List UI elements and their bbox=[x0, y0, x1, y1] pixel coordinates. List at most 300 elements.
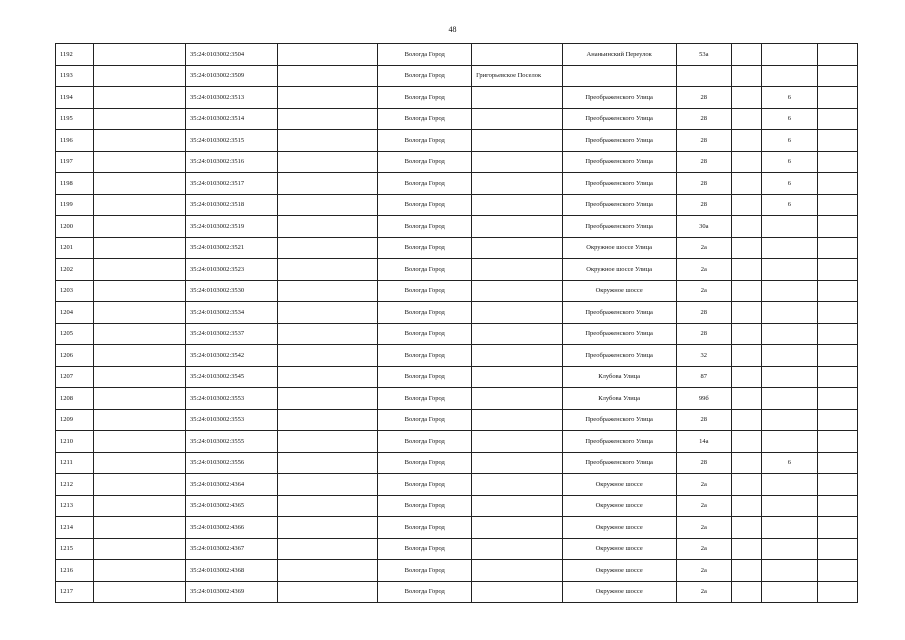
house-cell: 87 bbox=[676, 366, 731, 388]
empty-cell bbox=[731, 538, 761, 560]
empty-cell bbox=[731, 581, 761, 603]
row-number: 1194 bbox=[56, 87, 94, 109]
empty-cell bbox=[277, 130, 378, 152]
cadastral-number: 35:24:0103002:3523 bbox=[185, 259, 277, 281]
empty-cell bbox=[277, 560, 378, 582]
empty-cell bbox=[817, 560, 857, 582]
empty-cell bbox=[817, 194, 857, 216]
row-number: 1215 bbox=[56, 538, 94, 560]
table-row bbox=[56, 130, 858, 152]
cadastral-number: 35:24:0103002:3556 bbox=[185, 452, 277, 474]
flat-cell bbox=[762, 581, 817, 603]
cadastral-number: 35:24:0103002:3553 bbox=[185, 388, 277, 410]
row-number: 1193 bbox=[56, 65, 94, 87]
city-cell: Вологда Город bbox=[378, 388, 472, 410]
row-number: 1199 bbox=[56, 194, 94, 216]
empty-cell bbox=[94, 345, 186, 367]
empty-cell bbox=[94, 280, 186, 302]
settlement-cell bbox=[472, 409, 563, 431]
table-row bbox=[56, 323, 858, 345]
house-cell bbox=[676, 65, 731, 87]
empty-cell bbox=[94, 581, 186, 603]
house-cell: 2а bbox=[676, 517, 731, 539]
house-cell: 2а bbox=[676, 474, 731, 496]
row-number: 1192 bbox=[56, 44, 94, 66]
flat-cell bbox=[762, 538, 817, 560]
flat-cell bbox=[762, 280, 817, 302]
page-number: 48 bbox=[448, 25, 457, 34]
registry-table bbox=[55, 43, 858, 603]
city-cell: Вологда Город bbox=[378, 560, 472, 582]
empty-cell bbox=[94, 151, 186, 173]
street-cell: Окружное шоссе bbox=[562, 581, 676, 603]
cadastral-number: 35:24:0103002:4364 bbox=[185, 474, 277, 496]
empty-cell bbox=[817, 345, 857, 367]
empty-cell bbox=[817, 517, 857, 539]
empty-cell bbox=[731, 517, 761, 539]
house-cell: 28 bbox=[676, 302, 731, 324]
city-cell: Вологда Город bbox=[378, 259, 472, 281]
city-cell: Вологда Город bbox=[378, 409, 472, 431]
empty-cell bbox=[277, 259, 378, 281]
empty-cell bbox=[277, 452, 378, 474]
settlement-cell bbox=[472, 388, 563, 410]
empty-cell bbox=[277, 237, 378, 259]
table-row bbox=[56, 44, 858, 66]
street-cell: Клубова Улица bbox=[562, 388, 676, 410]
cadastral-number: 35:24:0103002:4369 bbox=[185, 581, 277, 603]
street-cell: Окружное шоссе bbox=[562, 280, 676, 302]
empty-cell bbox=[731, 323, 761, 345]
settlement-cell bbox=[472, 44, 563, 66]
house-cell: 2а bbox=[676, 495, 731, 517]
street-cell bbox=[562, 65, 676, 87]
empty-cell bbox=[817, 130, 857, 152]
city-cell: Вологда Город bbox=[378, 151, 472, 173]
street-cell: Преображенского Улица bbox=[562, 151, 676, 173]
street-cell: Ананьинский Переулок bbox=[562, 44, 676, 66]
flat-cell bbox=[762, 259, 817, 281]
city-cell: Вологда Город bbox=[378, 87, 472, 109]
row-number: 1201 bbox=[56, 237, 94, 259]
flat-cell bbox=[762, 237, 817, 259]
street-cell: Преображенского Улица bbox=[562, 409, 676, 431]
empty-cell bbox=[817, 495, 857, 517]
table-row bbox=[56, 151, 858, 173]
settlement-cell bbox=[472, 302, 563, 324]
street-cell: Преображенского Улица bbox=[562, 108, 676, 130]
house-cell: 32 bbox=[676, 345, 731, 367]
flat-cell bbox=[762, 560, 817, 582]
house-cell: 2а bbox=[676, 280, 731, 302]
registry-rows bbox=[56, 44, 858, 603]
empty-cell bbox=[731, 130, 761, 152]
empty-cell bbox=[94, 44, 186, 66]
street-cell: Преображенского Улица bbox=[562, 216, 676, 238]
cadastral-number: 35:24:0103002:3509 bbox=[185, 65, 277, 87]
house-cell: 28 bbox=[676, 108, 731, 130]
city-cell: Вологда Город bbox=[378, 517, 472, 539]
flat-cell bbox=[762, 388, 817, 410]
street-cell: Окружное шоссе bbox=[562, 560, 676, 582]
house-cell: 28 bbox=[676, 194, 731, 216]
city-cell: Вологда Город bbox=[378, 452, 472, 474]
empty-cell bbox=[277, 87, 378, 109]
table-row bbox=[56, 495, 858, 517]
row-number: 1213 bbox=[56, 495, 94, 517]
empty-cell bbox=[731, 495, 761, 517]
empty-cell bbox=[817, 431, 857, 453]
city-cell: Вологда Город bbox=[378, 495, 472, 517]
empty-cell bbox=[817, 581, 857, 603]
street-cell: Преображенского Улица bbox=[562, 130, 676, 152]
flat-cell bbox=[762, 44, 817, 66]
cadastral-number: 35:24:0103002:3555 bbox=[185, 431, 277, 453]
flat-cell bbox=[762, 65, 817, 87]
cadastral-number: 35:24:0103002:3516 bbox=[185, 151, 277, 173]
empty-cell bbox=[277, 151, 378, 173]
city-cell: Вологда Город bbox=[378, 345, 472, 367]
city-cell: Вологда Город bbox=[378, 44, 472, 66]
row-number: 1210 bbox=[56, 431, 94, 453]
empty-cell bbox=[277, 538, 378, 560]
empty-cell bbox=[817, 87, 857, 109]
table-row bbox=[56, 108, 858, 130]
street-cell: Окружное шоссе Улица bbox=[562, 259, 676, 281]
cadastral-number: 35:24:0103002:3513 bbox=[185, 87, 277, 109]
settlement-cell bbox=[472, 345, 563, 367]
row-number: 1200 bbox=[56, 216, 94, 238]
settlement-cell bbox=[472, 474, 563, 496]
street-cell: Преображенского Улица bbox=[562, 173, 676, 195]
street-cell: Окружное шоссе bbox=[562, 495, 676, 517]
house-cell: 2а bbox=[676, 581, 731, 603]
house-cell: 28 bbox=[676, 452, 731, 474]
settlement-cell bbox=[472, 517, 563, 539]
empty-cell bbox=[817, 302, 857, 324]
settlement-cell bbox=[472, 538, 563, 560]
table-row bbox=[56, 560, 858, 582]
table-row bbox=[56, 409, 858, 431]
row-number: 1196 bbox=[56, 130, 94, 152]
empty-cell bbox=[817, 44, 857, 66]
empty-cell bbox=[94, 409, 186, 431]
row-number: 1206 bbox=[56, 345, 94, 367]
settlement-cell bbox=[472, 108, 563, 130]
settlement-cell bbox=[472, 280, 563, 302]
cadastral-number: 35:24:0103002:3517 bbox=[185, 173, 277, 195]
empty-cell bbox=[94, 108, 186, 130]
empty-cell bbox=[94, 130, 186, 152]
cadastral-number: 35:24:0103002:3545 bbox=[185, 366, 277, 388]
street-cell: Преображенского Улица bbox=[562, 87, 676, 109]
table-row bbox=[56, 452, 858, 474]
empty-cell bbox=[817, 173, 857, 195]
street-cell: Преображенского Улица bbox=[562, 194, 676, 216]
empty-cell bbox=[817, 409, 857, 431]
empty-cell bbox=[277, 216, 378, 238]
cadastral-number: 35:24:0103002:3515 bbox=[185, 130, 277, 152]
house-cell: 2а bbox=[676, 538, 731, 560]
city-cell: Вологда Город bbox=[378, 173, 472, 195]
row-number: 1211 bbox=[56, 452, 94, 474]
empty-cell bbox=[94, 452, 186, 474]
empty-cell bbox=[731, 560, 761, 582]
empty-cell bbox=[277, 474, 378, 496]
settlement-cell bbox=[472, 130, 563, 152]
empty-cell bbox=[731, 237, 761, 259]
empty-cell bbox=[277, 280, 378, 302]
cadastral-number: 35:24:0103002:3534 bbox=[185, 302, 277, 324]
settlement-cell bbox=[472, 259, 563, 281]
empty-cell bbox=[94, 194, 186, 216]
cadastral-number: 35:24:0103002:4365 bbox=[185, 495, 277, 517]
cadastral-number: 35:24:0103002:3521 bbox=[185, 237, 277, 259]
empty-cell bbox=[817, 388, 857, 410]
empty-cell bbox=[731, 65, 761, 87]
city-cell: Вологда Город bbox=[378, 431, 472, 453]
empty-cell bbox=[817, 538, 857, 560]
empty-cell bbox=[817, 259, 857, 281]
empty-cell bbox=[94, 388, 186, 410]
empty-cell bbox=[817, 452, 857, 474]
house-cell: 53а bbox=[676, 44, 731, 66]
table-row bbox=[56, 581, 858, 603]
flat-cell bbox=[762, 517, 817, 539]
settlement-cell bbox=[472, 151, 563, 173]
city-cell: Вологда Город bbox=[378, 323, 472, 345]
street-cell: Преображенского Улица bbox=[562, 345, 676, 367]
empty-cell bbox=[277, 173, 378, 195]
settlement-cell bbox=[472, 173, 563, 195]
street-cell: Окружное шоссе bbox=[562, 474, 676, 496]
settlement-cell bbox=[472, 194, 563, 216]
street-cell: Преображенского Улица bbox=[562, 452, 676, 474]
city-cell: Вологда Город bbox=[378, 474, 472, 496]
city-cell: Вологда Город bbox=[378, 366, 472, 388]
table-row bbox=[56, 87, 858, 109]
table-row bbox=[56, 194, 858, 216]
empty-cell bbox=[731, 151, 761, 173]
flat-cell: 6 bbox=[762, 87, 817, 109]
house-cell: 28 bbox=[676, 151, 731, 173]
city-cell: Вологда Город bbox=[378, 538, 472, 560]
empty-cell bbox=[731, 345, 761, 367]
empty-cell bbox=[94, 65, 186, 87]
empty-cell bbox=[94, 495, 186, 517]
empty-cell bbox=[94, 560, 186, 582]
row-number: 1216 bbox=[56, 560, 94, 582]
table-row bbox=[56, 474, 858, 496]
table-row bbox=[56, 302, 858, 324]
empty-cell bbox=[277, 388, 378, 410]
empty-cell bbox=[731, 108, 761, 130]
city-cell: Вологда Город bbox=[378, 581, 472, 603]
empty-cell bbox=[817, 65, 857, 87]
city-cell: Вологда Город bbox=[378, 216, 472, 238]
house-cell: 28 bbox=[676, 323, 731, 345]
settlement-cell bbox=[472, 431, 563, 453]
row-number: 1205 bbox=[56, 323, 94, 345]
empty-cell bbox=[94, 259, 186, 281]
house-cell: 2а bbox=[676, 259, 731, 281]
row-number: 1195 bbox=[56, 108, 94, 130]
table-row bbox=[56, 431, 858, 453]
empty-cell bbox=[277, 409, 378, 431]
empty-cell bbox=[817, 474, 857, 496]
empty-cell bbox=[731, 259, 761, 281]
settlement-cell bbox=[472, 237, 563, 259]
table-row bbox=[56, 345, 858, 367]
empty-cell bbox=[731, 409, 761, 431]
row-number: 1204 bbox=[56, 302, 94, 324]
settlement-cell bbox=[472, 560, 563, 582]
empty-cell bbox=[277, 323, 378, 345]
city-cell: Вологда Город bbox=[378, 237, 472, 259]
cadastral-number: 35:24:0103002:4366 bbox=[185, 517, 277, 539]
house-cell: 28 bbox=[676, 173, 731, 195]
empty-cell bbox=[731, 173, 761, 195]
empty-cell bbox=[277, 581, 378, 603]
cadastral-number: 35:24:0103002:3518 bbox=[185, 194, 277, 216]
city-cell: Вологда Город bbox=[378, 194, 472, 216]
empty-cell bbox=[731, 216, 761, 238]
flat-cell bbox=[762, 495, 817, 517]
flat-cell bbox=[762, 302, 817, 324]
city-cell: Вологда Город bbox=[378, 130, 472, 152]
street-cell: Окружное шоссе bbox=[562, 538, 676, 560]
row-number: 1217 bbox=[56, 581, 94, 603]
row-number: 1203 bbox=[56, 280, 94, 302]
empty-cell bbox=[94, 323, 186, 345]
table-row bbox=[56, 538, 858, 560]
empty-cell bbox=[94, 216, 186, 238]
street-cell: Клубова Улица bbox=[562, 366, 676, 388]
house-cell: 14а bbox=[676, 431, 731, 453]
empty-cell bbox=[731, 452, 761, 474]
empty-cell bbox=[94, 538, 186, 560]
empty-cell bbox=[731, 87, 761, 109]
house-cell: 2а bbox=[676, 237, 731, 259]
settlement-cell: Григорьевское Поселок bbox=[472, 65, 563, 87]
flat-cell: 6 bbox=[762, 452, 817, 474]
empty-cell bbox=[731, 474, 761, 496]
flat-cell: 6 bbox=[762, 194, 817, 216]
street-cell: Окружное шоссе Улица bbox=[562, 237, 676, 259]
settlement-cell bbox=[472, 495, 563, 517]
empty-cell bbox=[817, 323, 857, 345]
empty-cell bbox=[94, 474, 186, 496]
empty-cell bbox=[277, 44, 378, 66]
flat-cell bbox=[762, 431, 817, 453]
empty-cell bbox=[731, 44, 761, 66]
table-row bbox=[56, 237, 858, 259]
empty-cell bbox=[731, 388, 761, 410]
empty-cell bbox=[277, 495, 378, 517]
cadastral-number: 35:24:0103002:3537 bbox=[185, 323, 277, 345]
empty-cell bbox=[94, 366, 186, 388]
street-cell: Преображенского Улица bbox=[562, 323, 676, 345]
empty-cell bbox=[94, 517, 186, 539]
row-number: 1197 bbox=[56, 151, 94, 173]
row-number: 1209 bbox=[56, 409, 94, 431]
flat-cell bbox=[762, 345, 817, 367]
street-cell: Преображенского Улица bbox=[562, 302, 676, 324]
house-cell: 30а bbox=[676, 216, 731, 238]
cadastral-number: 35:24:0103002:3553 bbox=[185, 409, 277, 431]
empty-cell bbox=[277, 65, 378, 87]
row-number: 1214 bbox=[56, 517, 94, 539]
cadastral-number: 35:24:0103002:3514 bbox=[185, 108, 277, 130]
empty-cell bbox=[277, 345, 378, 367]
street-cell: Окружное шоссе bbox=[562, 517, 676, 539]
empty-cell bbox=[817, 237, 857, 259]
cadastral-number: 35:24:0103002:3504 bbox=[185, 44, 277, 66]
row-number: 1202 bbox=[56, 259, 94, 281]
empty-cell bbox=[277, 302, 378, 324]
city-cell: Вологда Город bbox=[378, 108, 472, 130]
empty-cell bbox=[94, 87, 186, 109]
empty-cell bbox=[731, 431, 761, 453]
cadastral-number: 35:24:0103002:3530 bbox=[185, 280, 277, 302]
empty-cell bbox=[731, 302, 761, 324]
cadastral-number: 35:24:0103002:4367 bbox=[185, 538, 277, 560]
row-number: 1208 bbox=[56, 388, 94, 410]
flat-cell: 6 bbox=[762, 151, 817, 173]
settlement-cell bbox=[472, 216, 563, 238]
flat-cell bbox=[762, 216, 817, 238]
table-row bbox=[56, 65, 858, 87]
empty-cell bbox=[94, 302, 186, 324]
house-cell: 28 bbox=[676, 409, 731, 431]
house-cell: 28 bbox=[676, 130, 731, 152]
empty-cell bbox=[94, 431, 186, 453]
flat-cell bbox=[762, 323, 817, 345]
city-cell: Вологда Город bbox=[378, 302, 472, 324]
cadastral-number: 35:24:0103002:4368 bbox=[185, 560, 277, 582]
empty-cell bbox=[94, 173, 186, 195]
flat-cell bbox=[762, 474, 817, 496]
row-number: 1198 bbox=[56, 173, 94, 195]
flat-cell: 6 bbox=[762, 108, 817, 130]
house-cell: 2а bbox=[676, 560, 731, 582]
cadastral-number: 35:24:0103002:3519 bbox=[185, 216, 277, 238]
empty-cell bbox=[277, 366, 378, 388]
empty-cell bbox=[94, 237, 186, 259]
empty-cell bbox=[277, 108, 378, 130]
empty-cell bbox=[731, 366, 761, 388]
table-row bbox=[56, 517, 858, 539]
settlement-cell bbox=[472, 87, 563, 109]
settlement-cell bbox=[472, 452, 563, 474]
flat-cell: 6 bbox=[762, 130, 817, 152]
table-row bbox=[56, 216, 858, 238]
empty-cell bbox=[731, 280, 761, 302]
table-row bbox=[56, 388, 858, 410]
empty-cell bbox=[277, 517, 378, 539]
settlement-cell bbox=[472, 581, 563, 603]
row-number: 1207 bbox=[56, 366, 94, 388]
settlement-cell bbox=[472, 366, 563, 388]
flat-cell bbox=[762, 409, 817, 431]
house-cell: 28 bbox=[676, 87, 731, 109]
table-row bbox=[56, 366, 858, 388]
empty-cell bbox=[817, 280, 857, 302]
empty-cell bbox=[817, 108, 857, 130]
empty-cell bbox=[731, 194, 761, 216]
city-cell: Вологда Город bbox=[378, 65, 472, 87]
city-cell: Вологда Город bbox=[378, 280, 472, 302]
